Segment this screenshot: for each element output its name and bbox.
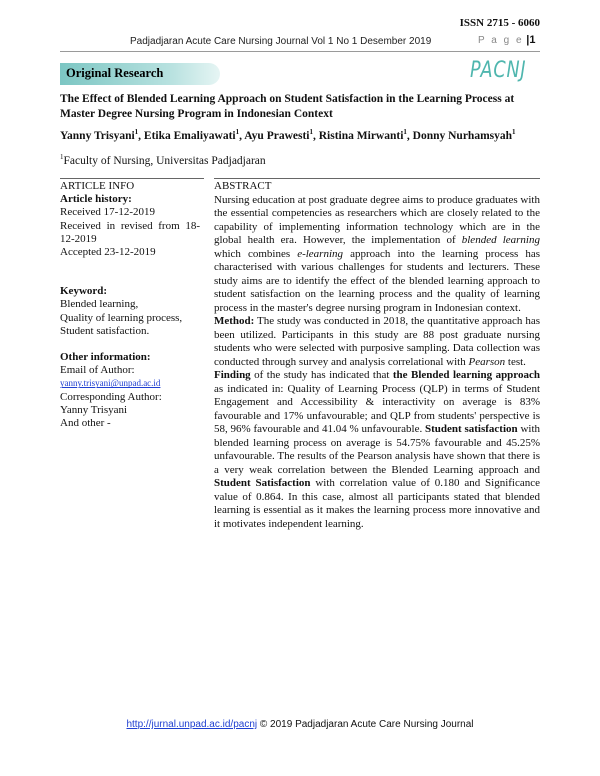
author-name: Ristina Mirwanti (318, 129, 404, 142)
author-affil-mark: 1 (403, 128, 407, 136)
article-info-column (60, 180, 200, 430)
email-label: Email of Author: (60, 364, 135, 377)
keyword-item: Blended learning, (60, 298, 139, 311)
page-footer (0, 719, 600, 730)
author-affil-mark: 1 (512, 128, 516, 136)
page-separator: | (526, 34, 530, 46)
abstract-column (214, 180, 540, 531)
affiliation-text: Faculty of Nursing, Universitas Padjadjaran (63, 154, 266, 167)
journal-url-link[interactable]: http://jurnal.unpad.ac.id/pacnj (126, 719, 258, 730)
abstract-method-paragraph: Method: The study was conducted in 2018, the quantitative approach has been utilized. Participants in this study are 88 post graduate nursing students who were selected with purposive sampling. Data collection was conducted through survey and analysis correlational with Pearson test. (214, 315, 540, 368)
author-affil-mark: 1 (235, 128, 240, 136)
article-info-divider (60, 178, 204, 179)
author-name: Etika Emaliyawati (143, 129, 236, 142)
abstract-heading: ABSTRACT (214, 180, 272, 192)
other-authors-note: And other - (60, 417, 111, 430)
author-list: Yanny Trisyani$^1$, Etika Emaliyawati$^1$, Ayu Prawesti$^1$, Ristina Mirwanti$^1$, Donny Nurhamsyah$^1$ (60, 128, 516, 142)
article-type-label: Original Research (66, 66, 164, 80)
author-name: Yanny Trisyani (60, 129, 135, 142)
journal-logo: PACNJ (470, 58, 527, 83)
keyword-heading: Keyword: (60, 285, 108, 298)
accepted-date: Accepted 23-12-2019 (60, 246, 156, 259)
journal-header: Padjadjaran Acute Care Nursing Journal Vol 1 No 1 Desember 2019 (130, 36, 432, 47)
author-affil-mark: 1 (309, 128, 313, 136)
paper-title: The Effect of Blended Learning Approach on Student Satisfaction in the Learning Process at Master Degree Nursing Program in Indonesian Context (60, 93, 515, 120)
article-type-badge (60, 63, 220, 85)
article-info-heading: ARTICLE INFO (60, 180, 135, 192)
page-number: 1 (529, 34, 536, 46)
author-affil-mark: 1 (134, 128, 139, 136)
keyword-item: Student satisfaction. (60, 324, 150, 337)
header-divider (60, 51, 540, 52)
corresponding-author-label: Corresponding Author: (60, 390, 162, 403)
author-email-link[interactable]: yanny.trisyani@unpad.ac.id (60, 378, 161, 389)
affiliation-mark: 1 (60, 153, 64, 161)
abstract-intro-paragraph: Nursing education at post graduate degree aims to produce graduates with the essential competencies as researchers which are closely related to the capability of implementing information technology which are in the global health era. However, the implementation of blended learning which combines e-learning approach into the learning process has characterised with various challenges for students and lecturers. These study aims are to identify the effect of the blended learning approach to student satisfaction on the learning process and the quality of learning process in the master's degree nursing program in Indonesian context. (214, 193, 540, 314)
copyright-text: © 2019 Padjadjaran Acute Care Nursing Journal (257, 719, 474, 730)
affiliation (60, 153, 266, 167)
issn-label: ISSN 2715 - 6060 (459, 17, 540, 29)
author-name: Donny Nurhamsyah (412, 129, 513, 142)
abstract-finding-paragraph: Finding of the study has indicated that the Blended learning approach as indicated in: Quality of Learning Process (QLP) in terms of Student Engagement and Accessibility & interactivity on average is 83% favourable and 17% unfavourable; and QLP from students' perspective is 58, 96% favourable and 41.04 % unfavourable. Student satisfaction with blended learning process on average is 54.75% favourable and 45.25% unfavourable. The results of the Pearson analysis have shown that there is a very weak correlation between the Blended Learning approach and Student Satisfaction with correlation value of 0.180 and Significance value of 0.864. In this case, almost all participants stated that blended learning is essential as it makes the learning process more innovative and it motivates independent learning. (214, 369, 540, 530)
received-date: Received 17-12-2019 (60, 206, 155, 219)
keyword-item: Quality of learning process, (60, 311, 183, 324)
article-history-heading: Article history: (60, 193, 132, 206)
abstract-divider (214, 178, 540, 179)
revised-date: Received in revised from 18-12-2019 (60, 219, 200, 245)
page-indicator (478, 34, 536, 46)
corresponding-author-name: Yanny Trisyani (60, 403, 128, 416)
page-label: P a g e (478, 35, 524, 46)
other-info-heading: Other information: (60, 351, 151, 364)
author-name: Ayu Prawesti (244, 129, 310, 142)
